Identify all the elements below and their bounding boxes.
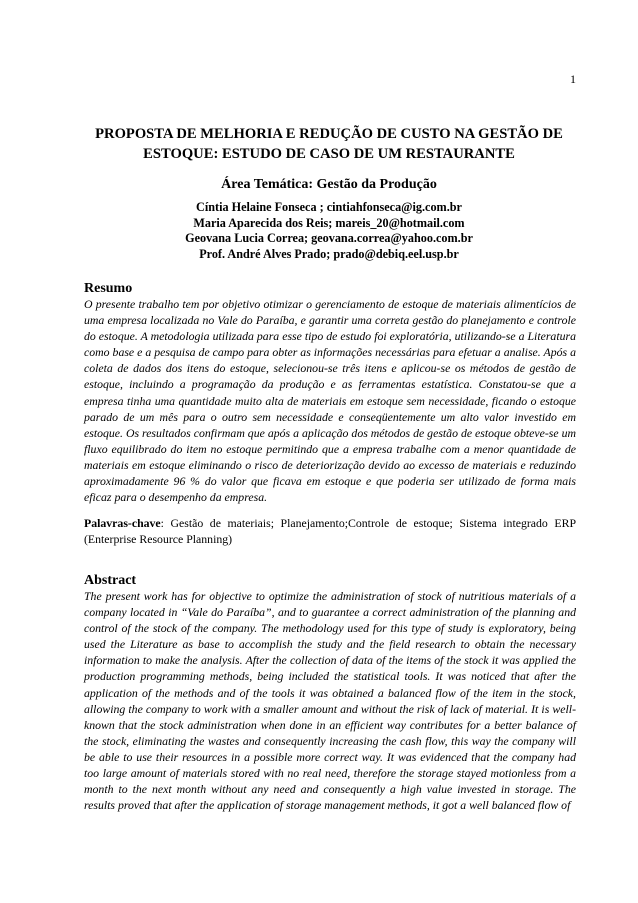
keywords-text: : Gestão de materiais; Planejamento;Controle de estoque; Sistema integrado ERP (Enterprise Resource Planning) xyxy=(84,516,576,547)
keywords xyxy=(84,515,576,548)
author-line: Prof. André Alves Prado; prado@debiq.eel.usp.br xyxy=(199,246,459,261)
keywords-label: Palavras-chave xyxy=(84,516,161,530)
resumo-body: O presente trabalho tem por objetivo otimizar o gerenciamento de estoque de materiais alimentícios de uma empresa localizada no Vale do Paraíba, e garantir uma correta gestão do planejamento e controle do estoque. A metodologia utilizada para esse tipo de estudo foi exploratória, utilizando-se a Literatura como base e a pesquisa de campo para obter as informações necessárias para efetuar a analise. Após a coleta de dados dos itens do estoque, selecionou-se três itens e aplicou-se os métodos de gestão de estoque, incluindo a programação da produção e as ferramentas estatística. Constatou-se que a empresa tinha uma quantidade muito alta de materiais em estoque sem necessidade, ficando o estoque parado de um mês para o outro sem necessidade e conseqüentemente um alto valor investido em estoque. Os resultados confirmam que após a aplicação dos métodos de gestão de estoque obteve-se um fluxo equilibrado do item no estoque permitindo que a empresa trabalhe com a menor quantidade de materiais em estoque eliminando o risco de deteriorização devido ao excesso de materiais e reduzindo aproximadamente 96 % do valor que ficava em estoque e que poderia ser utilizado de forma mais eficaz para o desempenho da empresa. xyxy=(84,297,576,505)
author-line: Maria Aparecida dos Reis; mareis_20@hotmail.com xyxy=(193,215,465,230)
author-list xyxy=(80,200,578,262)
author-line: Cíntia Helaine Fonseca ; cintiahfonseca@ig.com.br xyxy=(196,200,462,214)
abstract-body: The present work has for objective to optimize the administration of stock of nutritious materials of a company located in “Vale do Paraíba”, and to guarantee a correct administration of the planning and control of the stock of the company. The methodology used for this type of study is exploratory, being used the Literature as base to accomplish the study and the field research to obtain the necessary information to make the analysis. After the collection of data of the items of the stock it was applied the production programming methods, being included the statistical tools. It was noticed that after the application of the methods and of the tools it was obtained a balanced flow of the item in the stock, allowing the company to work with a smaller amount and without the risk of lack of material. It is well-known that the stock administration when done in an efficient way contributes for a better balance of the stock, eliminating the wastes and consequently increasing the cash flow, this way the company will be able to use their resources in a possible more correct way. It was evidenced that the company had too large amount of materials stored with no real need, therefore the storage stayed motionless from a month to the next month without any need and consequently a high value invested in storage. The results proved that after the application of storage management methods, it got a well balanced flow of xyxy=(84,589,576,813)
paper-title: PROPOSTA DE MELHORIA E REDUÇÃO DE CUSTO NA GESTÃO DE ESTOQUE: ESTUDO DE CASO DE UM RESTAURANTE xyxy=(95,126,563,162)
thematic-area: Área Temática: Gestão da Produção xyxy=(221,177,437,192)
resumo-heading: Resumo xyxy=(84,281,133,296)
author-line: Geovana Lucia Correa; geovana.correa@yahoo.com.br xyxy=(185,231,473,245)
page-number: 1 xyxy=(570,72,576,86)
abstract-heading: Abstract xyxy=(84,573,137,588)
